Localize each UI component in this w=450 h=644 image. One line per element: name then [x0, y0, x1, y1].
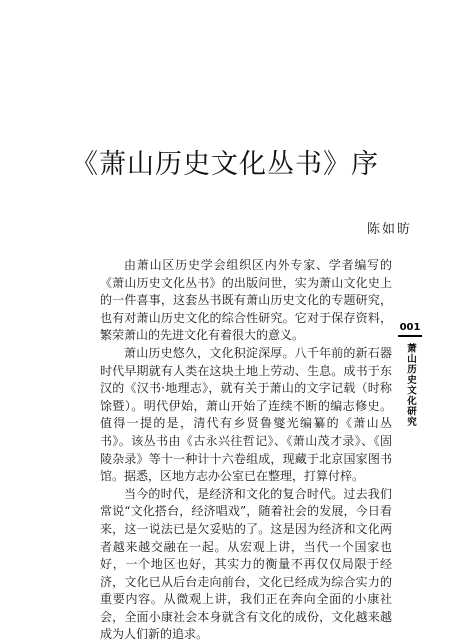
paragraph-3: 当今的时代，是经济和文化的复合时代。过去我们常说“文化搭台，经济唱戏”，随着社会的发展，今日看来，这一说法已是欠妥贴的了。这是因为经济和文化两者越来越交融在一起。从宏观上讲，当代一个国家也好，一个地区也好，其实力的衡量不再仅仅局限于经济，文化已从后台走向前台，文化已经成为综合实力的重要内容。从微观上讲，我们正在奔向全面的小康社会，全面小康社会本身就含有文化的成份，文化越来越成为人们新的追求。: [100, 486, 392, 642]
running-title: 萧山历史文化研究: [405, 343, 416, 427]
page-title: 《萧山历史文化丛书》序: [71, 149, 379, 180]
body-text: [100, 257, 392, 644]
paragraph-1: 由萧山区历史学会组织区内外专家、学者编写的《萧山历史文化丛书》的出版问世，实为萧山文化史上的一件喜事，这套丛书既有萧山历史文化的专题研究，也有对萧山历史文化的综合性研究。它对于保存资料，繁荣萧山的先进文化有着很大的意义。: [100, 258, 392, 343]
page-number: 001: [398, 321, 422, 337]
author-name: 陈如昉: [366, 222, 412, 237]
side-tab: [398, 321, 422, 427]
paragraph-2: 萧山历史悠久，文化积淀深厚。八千年前的新石器时代早期就有人类在这块土地上劳动、生息。成书于东汉的《汉书·地理志》，就有关于萧山的文字记载（时称馀暨）。明代伊始，萧山开始了连续不断的编志修史。值得一提的是，清代有乡贤鲁燮光编纂的《萧山丛书》。该丛书由《古永兴往哲记》、《萧山茂才录》、《固陵杂录》等十一种计十六卷组成，现藏于北京国家图书馆。据悉，区地方志办公室已在整理，打算付梓。: [100, 345, 392, 484]
